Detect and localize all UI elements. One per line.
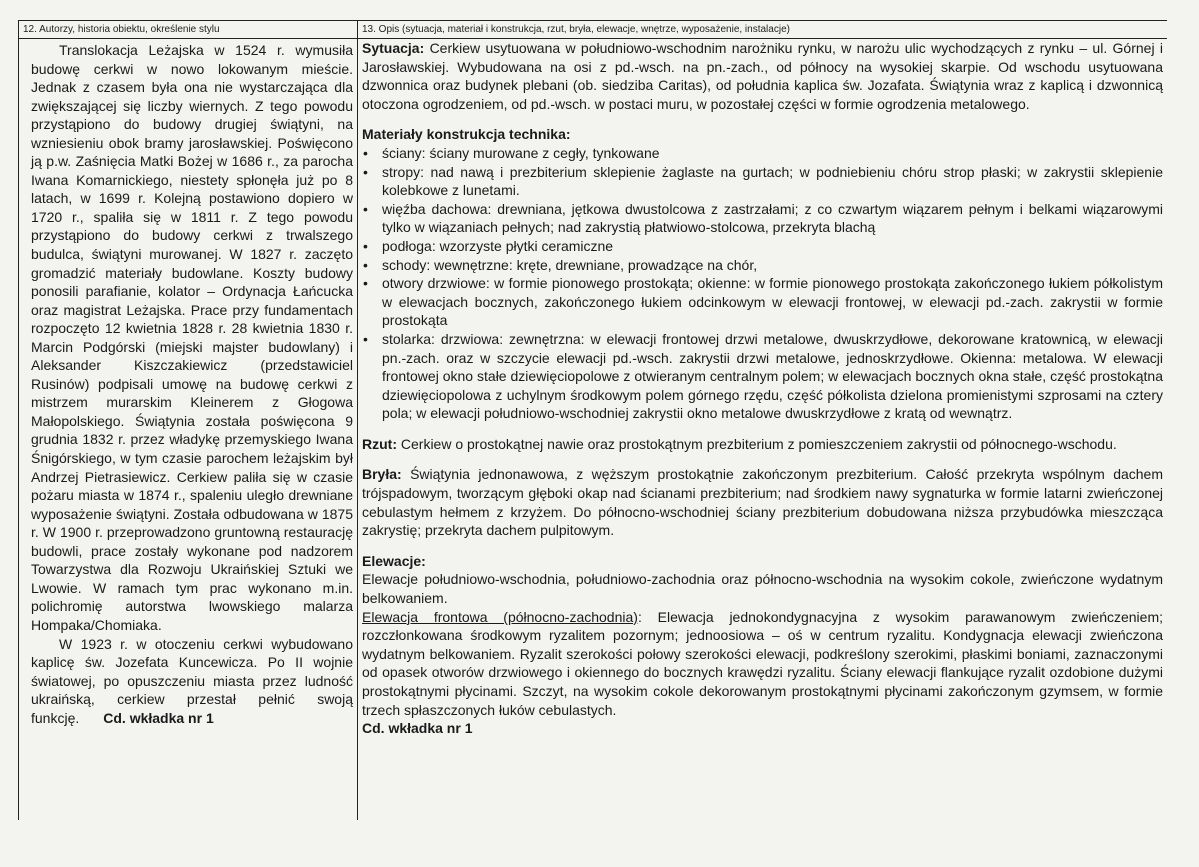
list-item: • ściany: ściany murowane z cegły, tynkowane [362,144,1163,163]
history-paragraph-2-text: W 1923 r. w otoczeniu cerkwi wybudowano kaplicę św. Jozefata Kuncewicza. Po II wojnie światowej, po opuszczeniu miasta przez ludność ukraińską, cerkiew przestał pełnić swoją funkcję. [31,635,353,726]
rzut-text: Cerkiew o prostokątnej nawie oraz prostokątnym prezbiterium z pomieszczeniem zakrystii od północnego-wschodu. [397,435,1117,452]
materialy-list [362,144,1163,423]
section-bryla [362,465,1163,539]
bryla-label: Bryła: [362,466,402,483]
section-elewacja-frontowa [362,608,1163,720]
list-item: • otwory drzwiowe: w formie pionowego prostokąta; okienne: w formie pionowego prostokąta zakończonego łukiem półkolistym w elewacjach bocznych, zakończonego łukiem odcinkowym w elewacji frontowej, w elewacji pd.-zach. zakrystii w formie prostokąta [362,274,1163,330]
elewacje-label: Elewacje: [362,552,426,569]
frontowa-text: : Elewacja jednokondygnacyjna z wysokim parawanowym zwieńczeniem; rozczłonkowana środkowym ryzalitem pozornym; jednoosiowa – oś w centrum ryzalitu. Kondygnacja elewacji zwieńczona wydatnym belkowaniem. Ryzalit szerokości połowy szerokości elewacji, podkreślony szerokimi, płaskimi boniami, zaznaczonymi od opasek otworów drzwiowego i okiennego do bocznych krawędzi ryzalitu. Ściany elewacji flankujące ryzalit ozdobione dużymi prostokątnymi płycinami. Szczyt, na wysokim cokole dekorowanym prostokątnymi płycinami zakończonym gzymsem, w formie trzech spłaszczonych łuków cebulastych. [362,608,1163,718]
history-paragraph-1: Translokacja Leżajska w 1524 r. wymusiła budowę cerkwi w nowo lokowanym mieście. Jednak z czasem była ona nie wystarczająca dla zwiększającej się liczby wiernych. Z tego powodu przystąpiono do budowy drugiej świątyni, na wzniesieniu obok bramy jarosławskiej. Poświęcono ją p.w. Zaśnięcia Matki Bożej w 1686 r., za parocha Iwana Komarnickiego, niestety spłonęła już po 8 latach, w 1699 r. Kolejną postawiono dopiero w 1720 r., spaliła się w 1811 r. Z tego powodu przystąpiono do budowy cerkwi z trwalszego budulca, świątyni murowanej. W 1827 r. zaczęto gromadzić materiały budowlane. Koszty budowy ponosili parafianie, kolator – Ordynacja Łańcucka oraz magistrat Leżajska. Prace przy fundamentach rozpoczęto 12 kwietnia 1828 r. 28 kwietnia 1830 r. Marcin Podgórski (miejski majster budowlany) i Aleksander Kiszczakiewicz (przedstawiciel Rusinów) podpisali umowę na budowę cerkwi z mistrzem murarskim Kleinerem z Głogowa Małopolskiego. Świątynia została poświęcona 9 grudnia 1832 r. przez władykę przemyskiego Iwana Śnigórskiego, w tym czasie parochem leżajskim był Andrzej Pietrasiewicz. Cerkiew paliła się w czasie pożaru miasta w 1874 r., spaleniu uległo drewniane wyposażenie świątyni. Została odbudowana w 1875 r. W 1900 r. przeprowadzono gruntowną restaurację budowli, prace zostały wykonane pod nadzorem Towarzystwa dla Rozwoju Ukraińskiej Sztuki we Lwowie. W ramach tym prac wykonano m.in. polichromię autorstwa lwowskiego malarza Hompaka/Chomiaka. [31,42,353,633]
description-column [358,20,1167,820]
description-body [358,39,1167,738]
history-body [19,39,357,727]
list-item: • stropy: nad nawą i prezbiterium sklepienie żaglaste na gurtach; w podniebieniu chóru strop płaski; w zakrystii sklepienie kolebkowe z lunetami. [362,163,1163,200]
history-header: 12. Autorzy, historia obiektu, określenie stylu [19,20,357,39]
frontowa-label: Elewacja frontowa (północno-zachodnia) [362,608,638,625]
section-sytuacja [362,39,1163,113]
history-column [19,20,358,820]
elewacje-text: Elewacje południowo-wschodnia, południowo-zachodnia oraz północno-wschodnia na wysokim cokole, zwieńczone wydatnym belkowaniem. [362,571,1163,607]
list-item: • stolarka: drzwiowa: zewnętrzna: w elewacji frontowej drzwi metalowe, dwuskrzydłowe, dekorowane kratownicą, w elewacji pn.-zach. oraz w szczycie elewacji pd.-wsch. zakrystii drzwi metalowe, jednoskrzydłowe. Okienna: metalowa. W elewacji frontowej okno stałe dziewięciopolowe z otwieranym centralnym polem; w elewacjach bocznych okna stałe, część prostokątna dziewięciopolowa z uchylnym środkowym polem górnego rzędu, część półkolista dzielona promienistymi szprosami na cztery pola; w elewacji południowo-wschodniej zakrystii okno metalowe dwuskrzydłowe z kratą od wewnątrz. [362,330,1163,423]
history-continued-note: Cd. wkładka nr 1 [103,709,214,726]
rzut-label: Rzut: [362,435,397,452]
list-item: • schody: wewnętrzne: kręte, drewniane, prowadzące na chór, [362,256,1163,275]
description-continued-note: Cd. wkładka nr 1 [362,720,473,737]
bryla-text: Świątynia jednonawowa, z węższym prostokątnie zakończonym prezbiterium. Całość przekryta wspólnym dachem trójspadowym, tworzącym głęboki okap nad ścianami prezbiterium; nad środkiem nawy sygnaturka w formie latarni zwieńczonej cebulastym hełmem z krzyżem. Do północno-wschodniej ściany prezbiterium dobudowana niższa przybudówka mieszcząca zakrystię; przekryta dachem pulpitowym. [362,466,1163,539]
sytuacja-label: Sytuacja: [362,40,425,56]
sytuacja-text: Cerkiew usytuowana w południowo-wschodnim narożniku rynku, w narożu ulic wychodzących z rynku – ul. Górnej i Jarosławskiej. Wybudowana na osi z pd.-wsch. na pn.-zach., od północy na wysokiej skarpie. Od wschodu usytuowana dzwonnica oraz budynek plebani (ob. siedziba Caritas), od południa kaplica św. Jozafata. Świątynia wraz z kaplicą i dzwonnicą otoczona ogrodzeniem, od pd.-wsch. w postaci muru, w pozostałej części w formie ogrodzenia metalowego. [362,40,1163,112]
form-sheet [18,20,1167,820]
list-item: • więźba dachowa: drewniana, jętkowa dwustolcowa z zastrzałami; z co czwartym wiązarem pełnym i belkami wiązarowymi tylko w wiązaniach pełnych; nad zakrystią płatwiowo-stolcowa, przekryta blachą [362,200,1163,237]
section-rzut [362,435,1163,454]
history-paragraph-2 [31,635,353,728]
description-header: 13. Opis (sytuacja, materiał i konstrukcja, rzut, bryła, elewacje, wnętrze, wyposażenie, instalacje) [358,20,1167,39]
materialy-label: Materiały konstrukcja technika: [362,126,571,143]
list-item: • podłoga: wzorzyste płytki ceramiczne [362,237,1163,256]
